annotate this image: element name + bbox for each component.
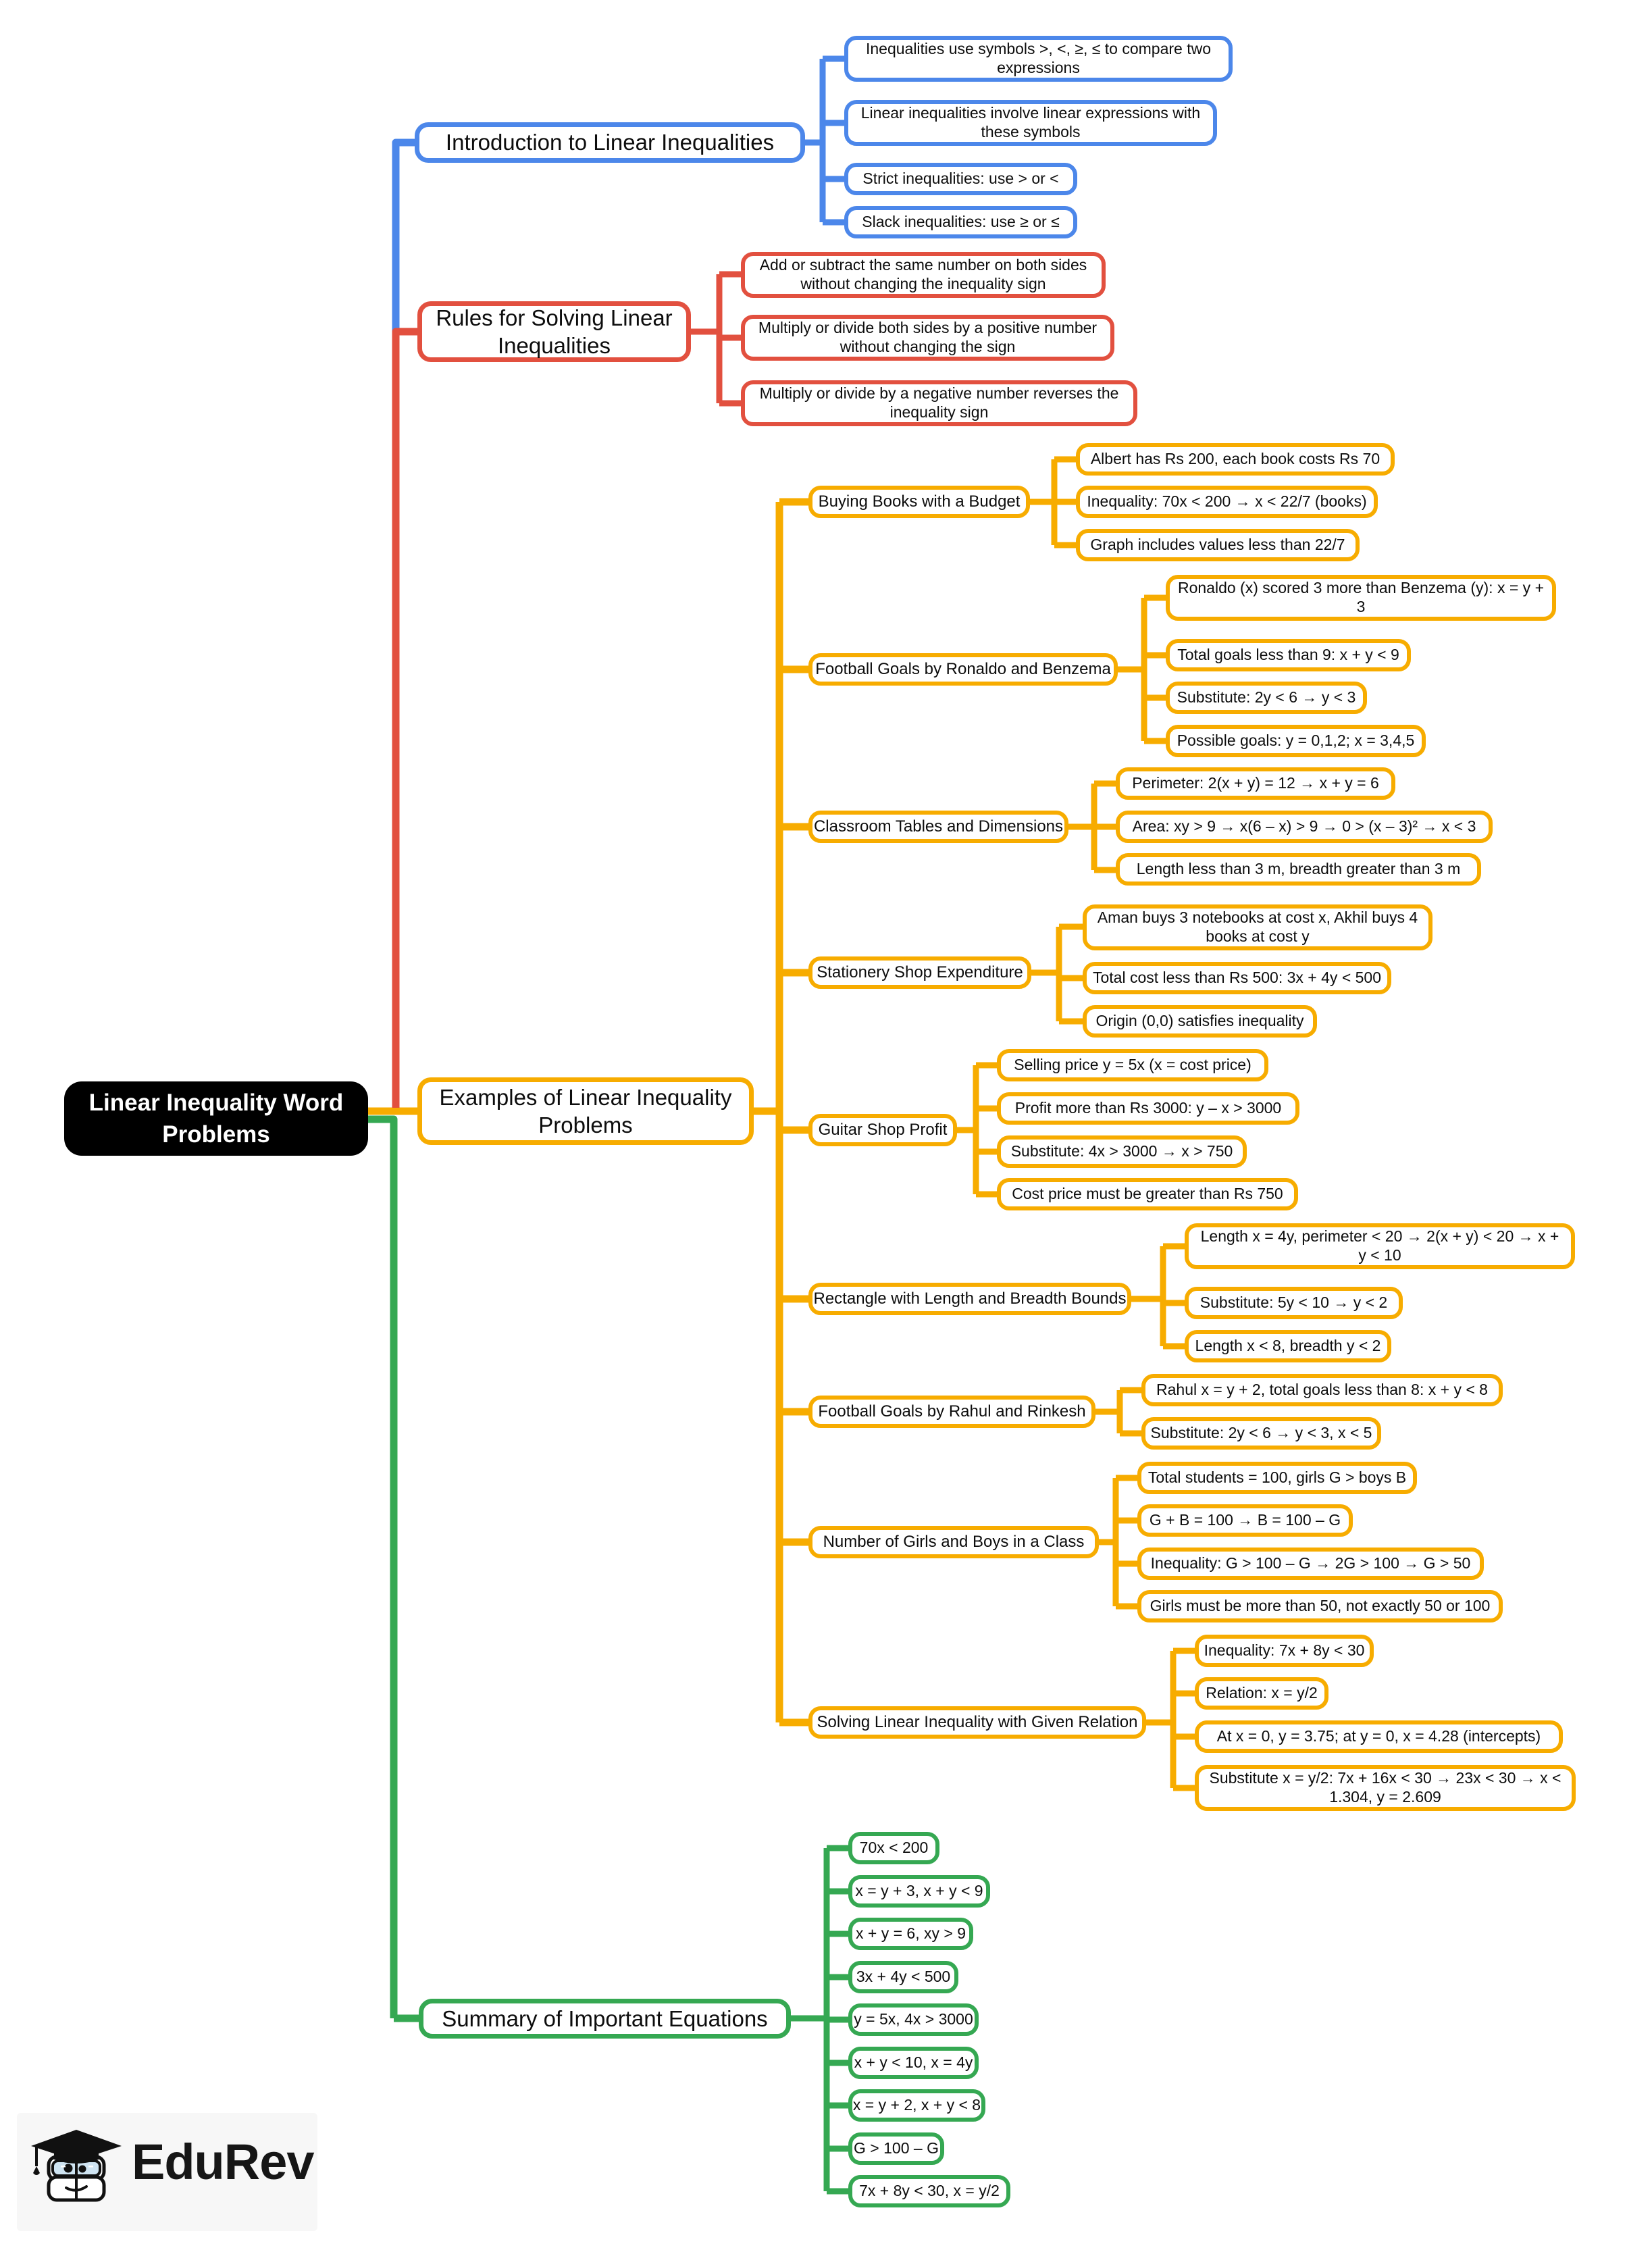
leaf-solving-0: Inequality: 7x + 8y < 30 <box>1195 1635 1374 1667</box>
edurev-brand-text: EduRev <box>132 2134 314 2190</box>
summary-leaf-8: 7x + 8y < 30, x = y/2 <box>848 2175 1010 2207</box>
summary-leaf-4: y = 5x, 4x > 3000 <box>848 2003 979 2036</box>
topic-buying-books: Buying Books with a Budget <box>808 486 1030 518</box>
leaf-buying-1: Inequality: 70x < 200 → x < 22/7 (books) <box>1076 486 1378 518</box>
rules-leaf-2: Multiply or divide by a negative number reverses the inequality sign <box>741 380 1137 426</box>
leaf-ronaldo-2: Substitute: 2y < 6 → y < 3 <box>1166 682 1367 714</box>
leaf-girls-1: G + B = 100 → B = 100 – G <box>1137 1504 1353 1537</box>
leaf-stationery-1: Total cost less than Rs 500: 3x + 4y < 500 <box>1083 962 1391 994</box>
topic-rectangle-bounds: Rectangle with Length and Breadth Bounds <box>808 1283 1131 1315</box>
leaf-rectangle-1: Substitute: 5y < 10 → y < 2 <box>1185 1287 1403 1319</box>
rules-leaf-1: Multiply or divide both sides by a positive number without changing the sign <box>741 315 1114 361</box>
leaf-classroom-2: Length less than 3 m, breadth greater than 3 m <box>1116 853 1481 886</box>
leaf-guitar-2: Substitute: 4x > 3000 → x > 750 <box>997 1135 1247 1168</box>
leaf-guitar-1: Profit more than Rs 3000: y – x > 3000 <box>997 1092 1299 1125</box>
branch-examples: Examples of Linear Inequality Problems <box>417 1077 754 1145</box>
summary-leaf-6: x = y + 2, x + y < 8 <box>848 2089 985 2122</box>
topic-football-rahul-rinkesh: Football Goals by Rahul and Rinkesh <box>808 1396 1095 1428</box>
leaf-rahul-0: Rahul x = y + 2, total goals less than 8: x + y < 8 <box>1141 1374 1503 1406</box>
intro-leaf-3: Slack inequalities: use ≥ or ≤ <box>844 206 1077 238</box>
leaf-solving-2: At x = 0, y = 3.75; at y = 0, x = 4.28 (intercepts) <box>1195 1720 1563 1753</box>
branch-summary: Summary of Important Equations <box>419 1999 791 2039</box>
leaf-stationery-0: Aman buys 3 notebooks at cost x, Akhil buys 4 books at cost y <box>1083 904 1432 950</box>
leaf-buying-0: Albert has Rs 200, each book costs Rs 70 <box>1076 443 1395 476</box>
intro-leaf-2: Strict inequalities: use > or < <box>844 163 1077 195</box>
leaf-solving-3: Substitute x = y/2: 7x + 16x < 30 → 23x < 30 → x < 1.304, y = 2.609 <box>1195 1765 1576 1811</box>
summary-leaf-1: x = y + 3, x + y < 9 <box>848 1875 990 1908</box>
branch-introduction: Introduction to Linear Inequalities <box>415 122 805 163</box>
leaf-rectangle-2: Length x < 8, breadth y < 2 <box>1185 1330 1391 1362</box>
leaf-rahul-1: Substitute: 2y < 6 → y < 3, x < 5 <box>1141 1417 1381 1450</box>
leaf-solving-1: Relation: x = y/2 <box>1195 1677 1328 1710</box>
leaf-girls-0: Total students = 100, girls G > boys B <box>1137 1462 1417 1494</box>
rules-leaf-0: Add or subtract the same number on both sides without changing the inequality sign <box>741 252 1106 298</box>
summary-leaf-7: G > 100 – G <box>848 2132 944 2165</box>
topic-football-ronaldo-benzema: Football Goals by Ronaldo and Benzema <box>808 653 1118 686</box>
leaf-ronaldo-0: Ronaldo (x) scored 3 more than Benzema (y): x = y + 3 <box>1166 575 1556 621</box>
leaf-classroom-0: Perimeter: 2(x + y) = 12 → x + y = 6 <box>1116 767 1395 800</box>
leaf-guitar-0: Selling price y = 5x (x = cost price) <box>997 1049 1268 1081</box>
intro-leaf-1: Linear inequalities involve linear expressions with these symbols <box>844 100 1217 146</box>
summary-leaf-5: x + y < 10, x = 4y <box>848 2047 979 2079</box>
root-node: Linear Inequality Word Problems <box>64 1081 368 1156</box>
summary-leaf-2: x + y = 6, xy > 9 <box>848 1918 973 1950</box>
summary-leaf-0: 70x < 200 <box>848 1832 939 1864</box>
topic-solving-given-relation: Solving Linear Inequality with Given Relation <box>808 1706 1146 1739</box>
leaf-buying-2: Graph includes values less than 22/7 <box>1076 529 1360 561</box>
edurev-mascot-icon <box>26 2124 127 2209</box>
summary-leaf-3: 3x + 4y < 500 <box>848 1961 958 1993</box>
leaf-ronaldo-1: Total goals less than 9: x + y < 9 <box>1166 639 1411 671</box>
leaf-guitar-3: Cost price must be greater than Rs 750 <box>997 1178 1298 1210</box>
topic-stationery-shop: Stationery Shop Expenditure <box>808 956 1031 989</box>
topic-guitar-shop: Guitar Shop Profit <box>808 1114 957 1146</box>
leaf-girls-3: Girls must be more than 50, not exactly 50 or 100 <box>1137 1590 1503 1622</box>
leaf-stationery-2: Origin (0,0) satisfies inequality <box>1083 1005 1317 1038</box>
topic-classroom-tables: Classroom Tables and Dimensions <box>808 811 1068 843</box>
leaf-girls-2: Inequality: G > 100 – G → 2G > 100 → G > 50 <box>1137 1548 1484 1580</box>
topic-girls-boys-class: Number of Girls and Boys in a Class <box>808 1526 1099 1558</box>
rules-connectors <box>396 274 741 1108</box>
branch-rules: Rules for Solving Linear Inequalities <box>417 301 691 362</box>
leaf-ronaldo-3: Possible goals: y = 0,1,2; x = 3,4,5 <box>1166 725 1426 757</box>
leaf-rectangle-0: Length x = 4y, perimeter < 20 → 2(x + y) < 20 → x + y < 10 <box>1185 1223 1575 1269</box>
intro-leaf-0: Inequalities use symbols >, <, ≥, ≤ to compare two expressions <box>844 36 1233 82</box>
leaf-classroom-1: Area: xy > 9 → x(6 – x) > 9 → 0 > (x – 3)² → x < 3 <box>1116 811 1493 843</box>
